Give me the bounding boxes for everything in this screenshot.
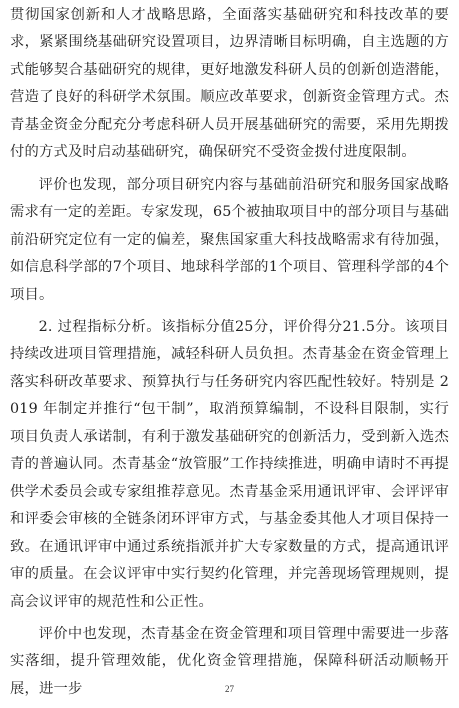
document-body [10, 2, 449, 708]
paragraph-2: 评价也发现，部分项目研究内容与基础前沿研究和服务国家战略需求有一定的差距。专家发现，65个被抽取项目中的部分项目与基础前沿研究定位有一定的偏差，聚焦国家重大科技战略需求有待加强，如信息科学部的7个项目、地球科学部的1个项目、管理科学部的4个项目。 [10, 176, 449, 303]
paragraph-3: 2. 过程指标分析。该指标分值25分，评价得分21.5分。该项目持续改进项目管理措施，减轻科研人员负担。杰青基金在资金管理上落实科研改革要求、预算执行与任务研究内容匹配性较好。特别是 2019 年制定并推行“包干制”，取消预算编制，不设科目限制，实行项目负责人承诺制，有利于激发基础研究的创新活力，受到新入选杰青的普遍认同。杰青基金“放管服”工作持续推进，明确申请时不再提供学术委员会或专家组推荐意见。杰青基金采用通讯评审、会评评审和评委会审核的全链条闭环评审方式，与基金委其他人才项目保持一致。在通讯评审中通过系统指派并扩大专家数量的方式，提高通讯评审的质量。在会议评审中实行契约化管理，并完善现场管理规则，提高会议评审的规范性和公正性。 [10, 318, 449, 610]
paragraph-1: 贯彻国家创新和人才战略思路，全面落实基础研究和科技改革的要求，紧紧围绕基础研究设置项目，边界清晰目标明确，自主选题的方式能够契合基础研究的规律，更好地激发科研人员的创新创造潜能，营造了良好的科研学术氛围。顺应改革要求，创新资金管理方式。杰青基金资金分配充分考虑科研人员开展基础研究的需要，采用先期拨付的方式及时启动基础研究，确保研究不受资金拨付进度限制。 [10, 7, 449, 161]
page-number: 27 [225, 684, 234, 694]
paragraph-4: 评价中也发现，杰青基金在资金管理和项目管理中需要进一步落实落细，提升管理效能，优化资金管理措施，保障科研活动顺畅开展，进一步 [10, 625, 449, 697]
